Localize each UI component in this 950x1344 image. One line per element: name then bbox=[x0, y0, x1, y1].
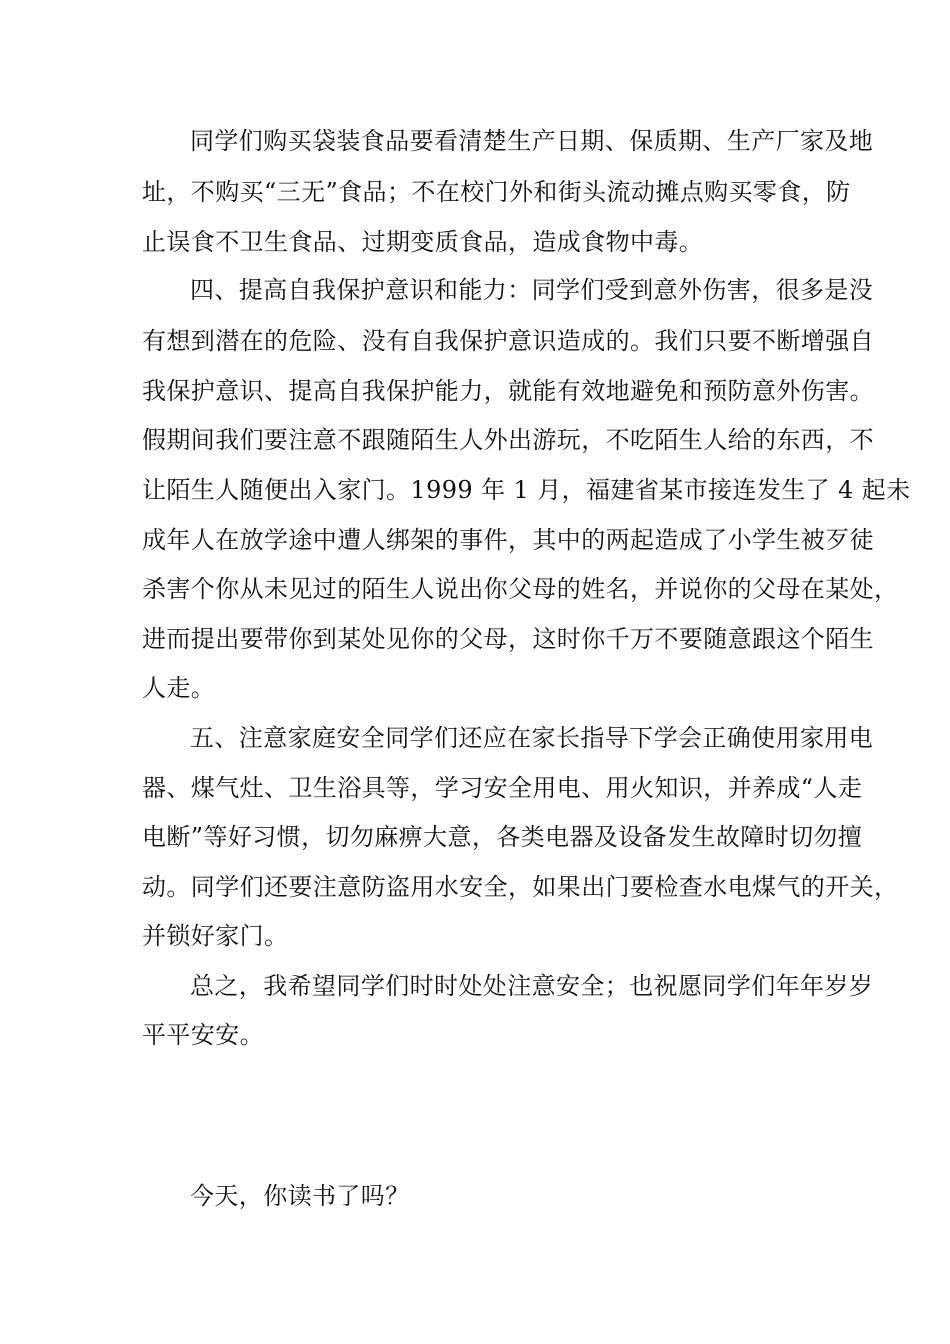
text-line: 总之，我希望同学们时时处处注意安全；也祝愿同学们年年岁岁 bbox=[190, 972, 874, 1000]
text-line: 电断”等好习惯，切勿麻痹大意，各类电器及设备发生故障时切勿擅 bbox=[142, 823, 863, 851]
text-line: 我保护意识、提高自我保护能力，就能有效地避免和预防意外伤害。 bbox=[142, 377, 874, 405]
text-line: 动。同学们还要注意防盗用水安全，如果出门要检查水电煤气的开关， bbox=[142, 873, 899, 901]
text-line: 同学们购买袋装食品要看清楚生产日期、保质期、生产厂家及地 bbox=[190, 127, 874, 155]
text-line: 址，不购买“三无”食品；不在校门外和街头流动摊点购买零食，防 bbox=[142, 178, 851, 206]
text-line: 四、提高自我保护意识和能力：同学们受到意外伤害，很多是没 bbox=[190, 276, 874, 304]
text-line: 让陌生人随便出入家门。1999 年 1 月，福建省某市接连发生了 4 起未 bbox=[142, 476, 911, 504]
text-line: 有想到潜在的危险、没有自我保护意识造成的。我们只要不断增强自 bbox=[142, 327, 874, 355]
text-line: 并锁好家门。 bbox=[142, 922, 289, 950]
text-line: 杀害个你从未见过的陌生人说出你父母的姓名，并说你的父母在某处， bbox=[142, 575, 899, 603]
closing-question: 今天，你读书了吗？ bbox=[190, 1182, 410, 1210]
text-line: 五、注意家庭安全同学们还应在家长指导下学会正确使用家用电 bbox=[190, 724, 874, 752]
text-line: 平平安安。 bbox=[142, 1021, 264, 1049]
text-line: 成年人在放学途中遭人绑架的事件，其中的两起造成了小学生被歹徒 bbox=[142, 526, 874, 554]
text-line: 止误食不卫生食品、过期变质食品，造成食物中毒。 bbox=[142, 228, 704, 256]
text-line: 器、煤气灶、卫生浴具等，学习安全用电、用火知识，并养成“人走 bbox=[142, 774, 863, 802]
text-line: 进而提出要带你到某处见你的父母，这时你千万不要随意跟这个陌生 bbox=[142, 625, 874, 653]
text-line: 假期间我们要注意不跟随陌生人外出游玩，不吃陌生人给的东西，不 bbox=[142, 426, 874, 454]
text-line: 人走。 bbox=[142, 674, 216, 702]
